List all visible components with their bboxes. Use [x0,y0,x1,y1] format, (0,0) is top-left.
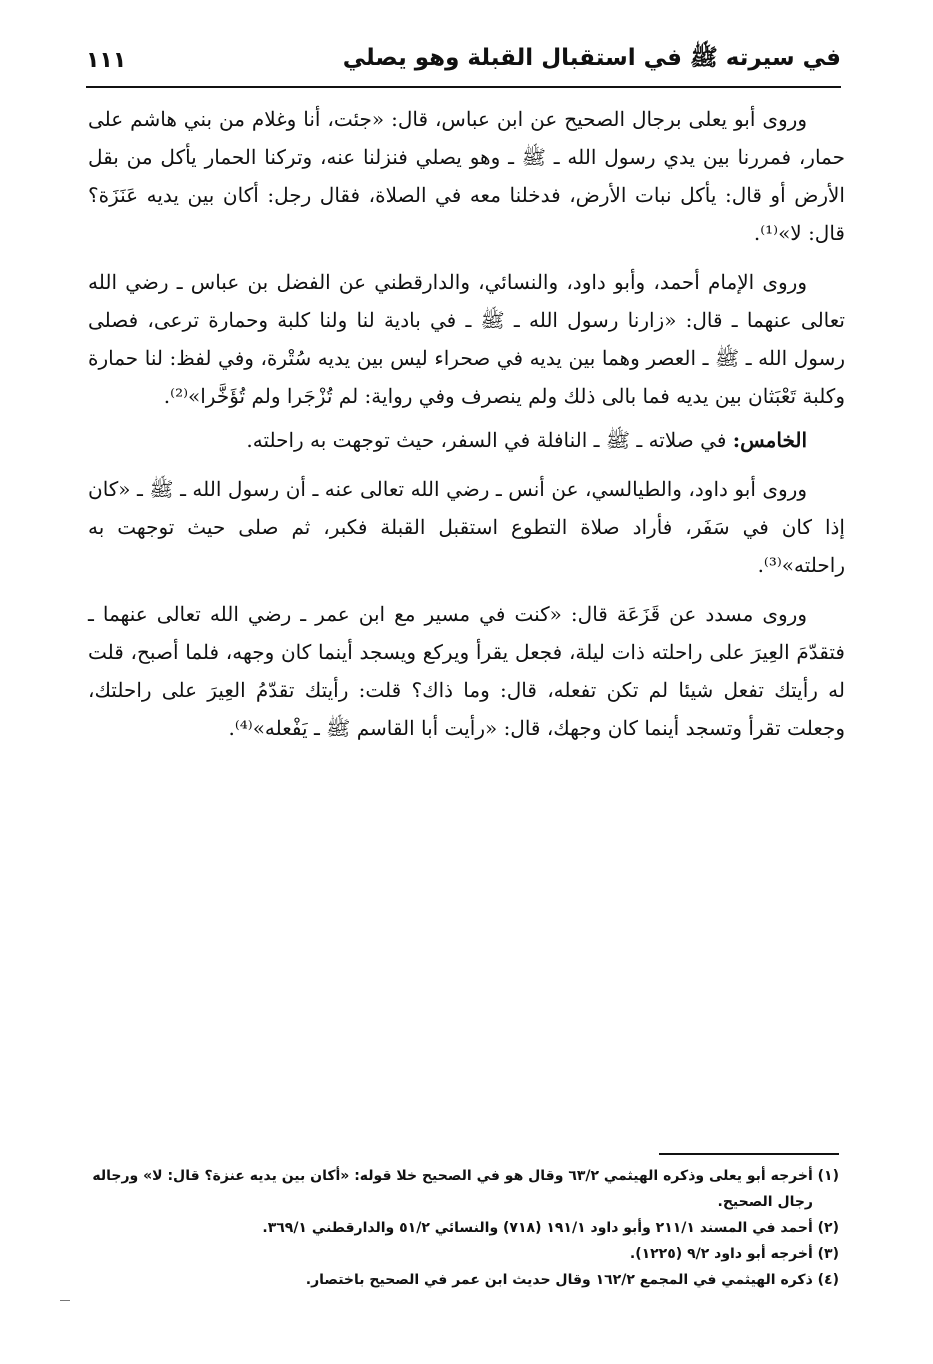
section-fifth [88,421,845,459]
section-fifth-label: الخامس: [732,428,807,452]
footnotes [92,1163,839,1293]
footnote-3: (٣) أخرجه أبو داود ٩/٢ (١٢٢٥). [629,1246,839,1262]
page-number: ١١١ [86,47,127,73]
paragraph-abu-yala: وروى أبو يعلى برجال الصحيح عن ابن عباس، قال: «جئت، أنا وغلام من بني هاشم على حمار، فمررنا بين يدي رسول الله ـ ﷺ ـ وهو يصلي فنزلنا عنه، وتركنا الحمار يأكل من بقل الأرض أو قال: يأكل نبات الأرض، فدخلنا معه في الصلاة، فقال رجل: أكان بين يديه عَنَزَة؟ قال: لا»⁽¹⁾. [88,107,845,245]
footnote-divider [659,1153,839,1155]
paragraph-anas: وروى أبو داود، والطيالسي، عن أنس ـ رضي الله تعالى عنه ـ أن رسول الله ـ ﷺ ـ «كان إذا كان في سَفَر، فأراد صلاة التطوع استقبل القبلة فكبر، ثم صلى حيث توجهت به راحلته»⁽³⁾. [88,477,845,577]
footnote-4: (٤) ذكره الهيثمي في المجمع ١٦٢/٢ وقال حديث ابن عمر في الصحيح باختصار. [305,1272,839,1288]
footnote-2: (٢) أحمد في المسند ٢١١/١ وأبو داود ١٩١/١ (٧١٨) والنسائي ٥١/٢ والدارقطني ٣٦٩/١. [262,1220,839,1236]
section-fifth-text: في صلاته ـ ﷺ ـ النافلة في السفر، حيث توجهت به راحلته. [246,428,727,452]
main-text [88,100,845,747]
paragraph-fadl-ibn-abbas: وروى الإمام أحمد، وأبو داود، والنسائي، والدارقطني عن الفضل بن عباس ـ رضي الله تعالى عنهما ـ قال: «زارنا رسول الله ـ ﷺ ـ في بادية لنا ولنا كلبة وحمارة ترعى، فصلى رسول الله ـ ﷺ ـ العصر وهما بين يديه في صحراء ليس بين يديه سُتْرة، وفي لفظ: لنا حمارة وكلبة تَعْبَثان بين يديه فما بالى ذلك ولم ينصرف وفي رواية: لم تُزْجَرا ولم تُؤَخَّرا»⁽²⁾. [88,270,845,408]
header-divider [86,86,841,88]
running-title: في سيرته ﷺ في استقبال القبلة وهو يصلي [342,45,841,71]
footnote-1: (١) أخرجه أبو يعلى وذكره الهيثمي ٦٣/٢ وقال هو في الصحيح خلا قوله: «أكان بين يديه عنزة؟ قال: لا» ورجاله رجال الصحيح. [92,1168,839,1210]
running-header [86,38,841,82]
paragraph-musaddad: وروى مسدد عن قَزَعَة قال: «كنت في مسير مع ابن عمر ـ رضي الله تعالى عنهما ـ فتقدّمَ العِيرَ على راحلته ذات ليلة، فجعل يقرأ ويركع ويسجد أينما كان وجهه، فلما أصبح، قلت له رأيتك تفعل شيئا لم تكن تفعله، قال: وما ذاك؟ قلت: رأيتك تقدّمُ العِيرَ على راحلتك، وجعلت تقرأ وتسجد أينما كان وجهك، قال: «رأيت أبا القاسم ﷺ ـ يَفْعله»⁽⁴⁾. [88,602,845,740]
margin-mark [60,1300,70,1301]
